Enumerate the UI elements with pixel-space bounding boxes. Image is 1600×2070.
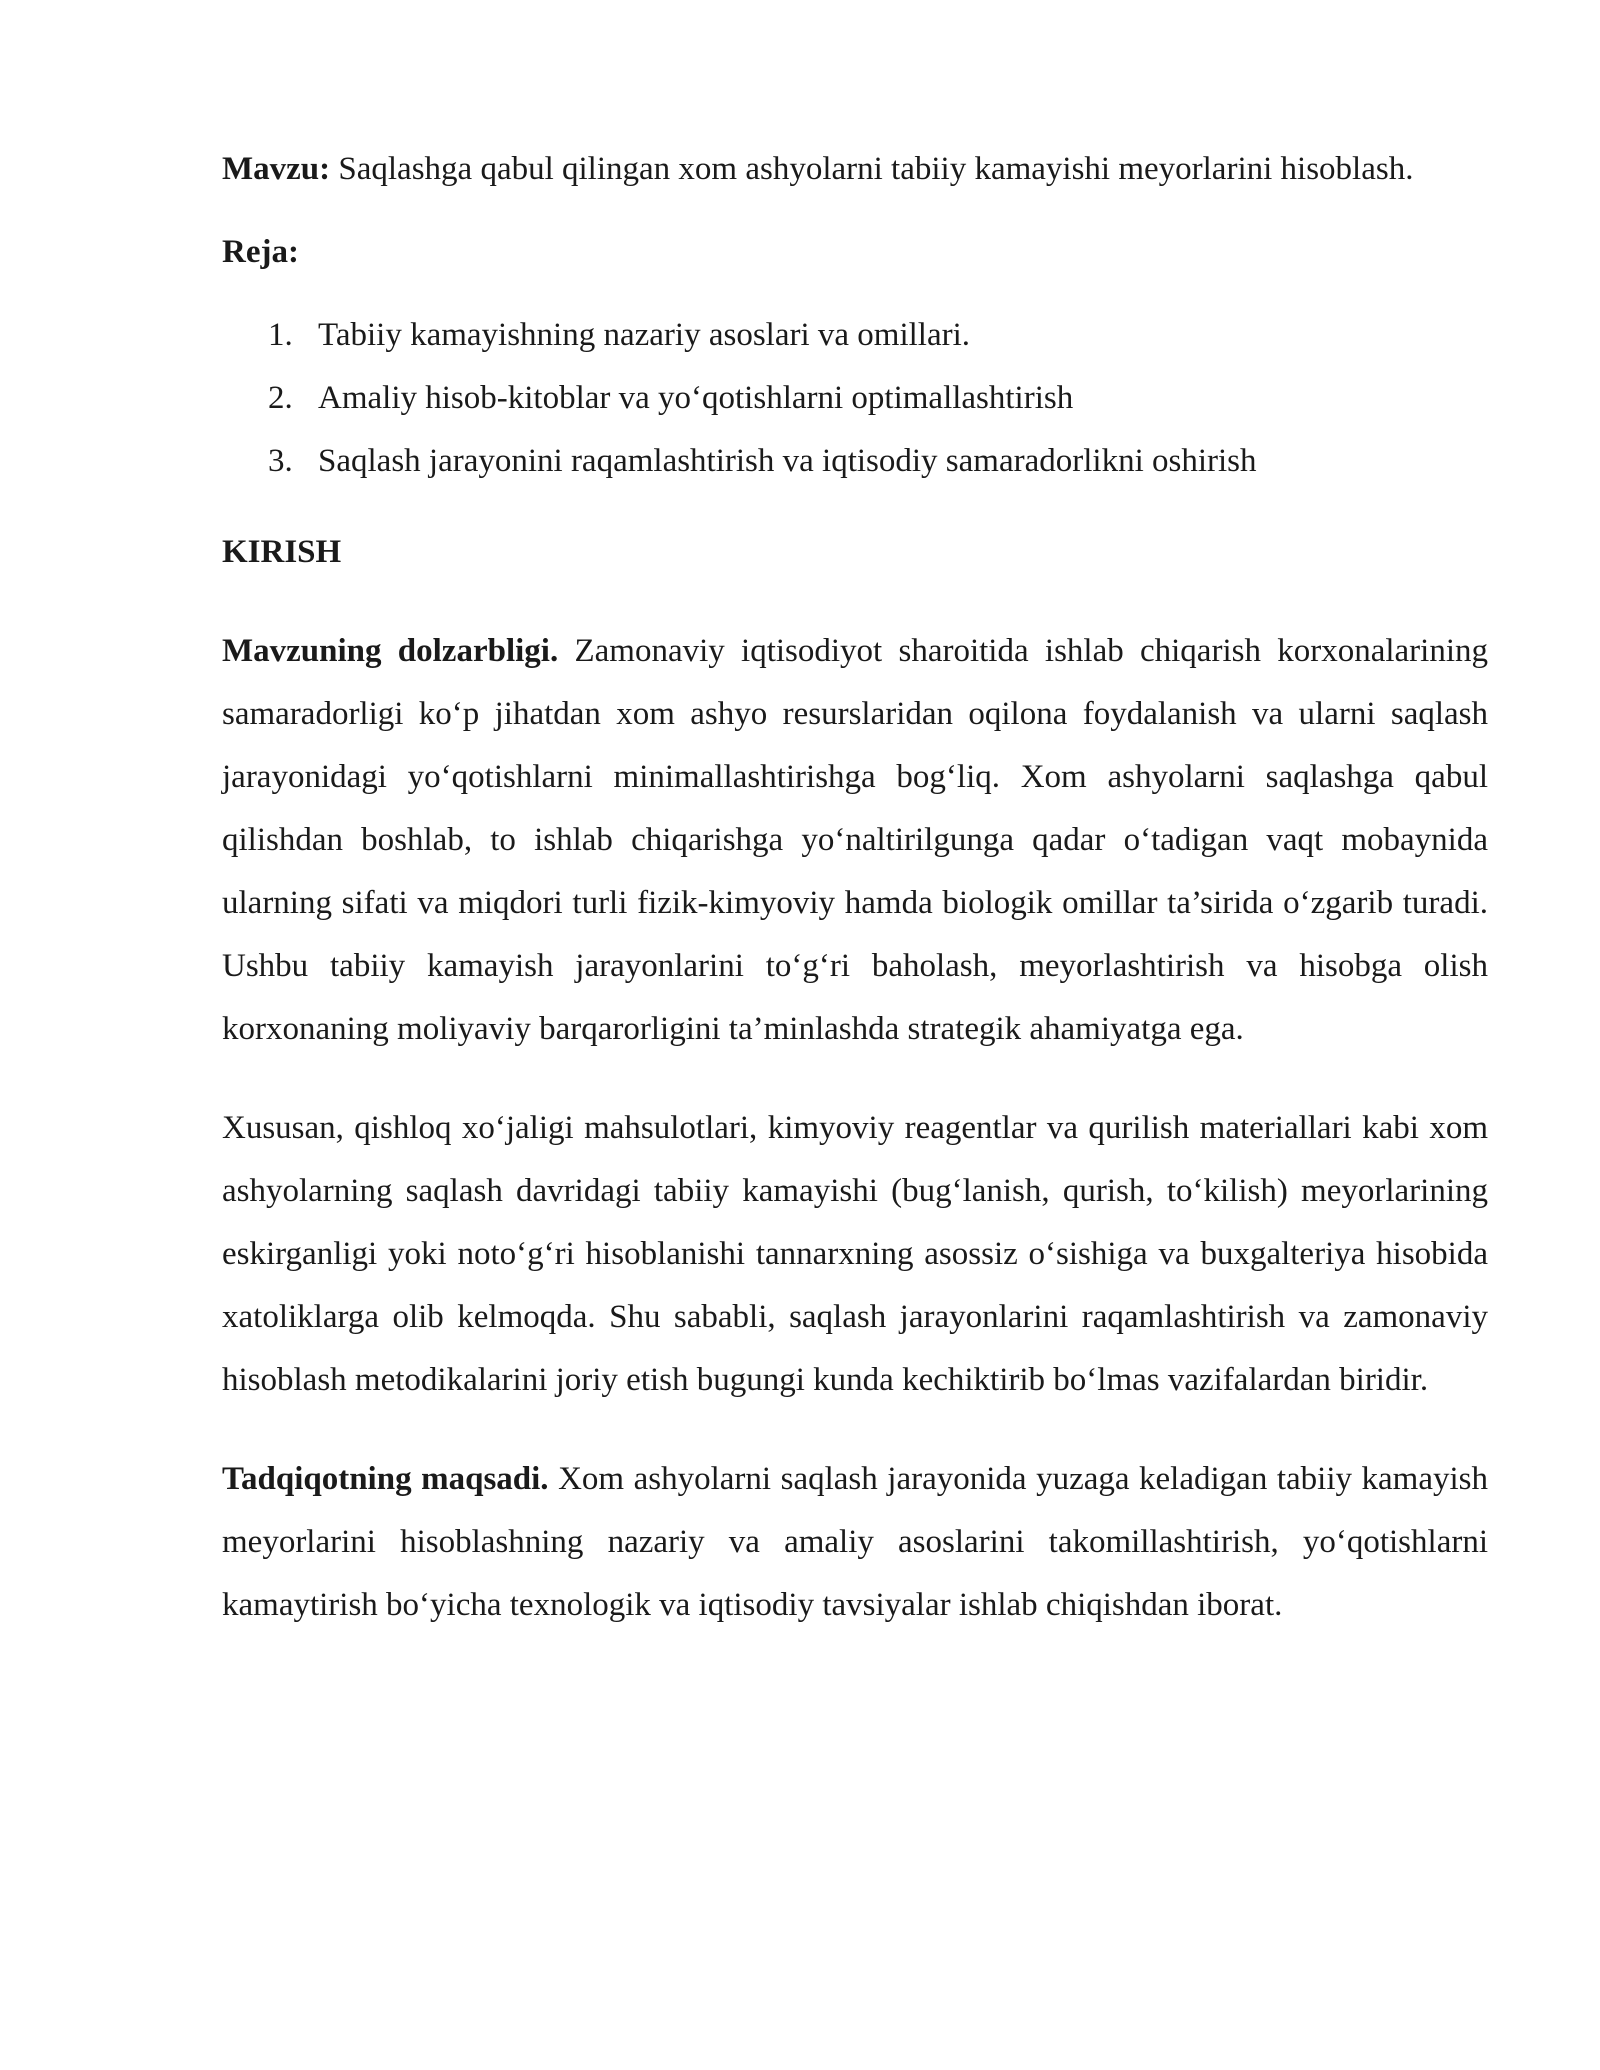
plan-item: [268, 304, 1488, 367]
context-paragraph: Xususan, qishloq xoʻjaligi mahsulotlari, kimyoviy reagentlar va qurilish materiallari kabi xom ashyolarning saqlash davridagi tabiiy kamayishi (bugʻlanish, qurish, toʻkilish) meyorlarining eskirganligi yoki notoʻgʻri hisoblanishi tannarxning asossiz oʻsishiga va buxgalteriya hisobida xatoliklarga olib kelmoqda. Shu sababli, saqlash jarayonlarini raqamlashtirish va zamonaviy hisoblash metodikalarini joriy etish bugungi kunda kechiktirib boʻlmas vazifalardan biridir.: [222, 1110, 1488, 1398]
topic-paragraph: [222, 138, 1488, 201]
intro-heading: KIRISH: [222, 534, 342, 570]
plan-item-text: Amaliy hisob-kitoblar va yoʻqotishlarni optimallashtirish: [318, 380, 1074, 416]
plan-item-text: Saqlash jarayonini raqamlashtirish va iqtisodiy samaradorlikni oshirish: [318, 443, 1257, 479]
relevance-label: Mavzuning dolzarbligi.: [222, 633, 559, 669]
plan-item: [268, 367, 1488, 430]
topic-text: Saqlashga qabul qilingan xom ashyolarni tabiiy kamayishi meyorlarini hisoblash.: [330, 151, 1414, 187]
plan-item: [268, 430, 1488, 493]
plan-item-number: 2.: [268, 380, 293, 416]
topic-label: Mavzu:: [222, 151, 331, 187]
relevance-paragraph: [222, 620, 1488, 1061]
plan-item-text: Tabiiy kamayishning nazariy asoslari va omillari.: [318, 317, 971, 353]
document-page: [222, 138, 1488, 1637]
plan-heading: Reja:: [222, 234, 299, 270]
relevance-text: Zamonaviy iqtisodiyot sharoitida ishlab chiqarish korxonalarining samaradorligi koʻp jihatdan xom ashyo resurslaridan oqilona foydalanish va ularni saqlash jarayonidagi yoʻqotishlarni minimallashtirishga bogʻliq. Xom ashyolarni saqlashga qabul qilishdan boshlab, to ishlab chiqarishga yoʻnaltirilgunga qadar oʻtadigan vaqt mobaynida ularning sifati va miqdori turli fizik-kimyoviy hamda biologik omillar ta’sirida oʻzgarib turadi. Ushbu tabiiy kamayish jarayonlarini toʻgʻri baholash, meyorlashtirish va hisobga olish korxonaning moliyaviy barqarorligini ta’minlashda strategik ahamiyatga ega.: [222, 633, 1488, 1047]
plan-item-number: 1.: [268, 317, 293, 353]
plan-item-number: 3.: [268, 443, 293, 479]
plan-list: [222, 304, 1488, 493]
goal-label: Tadqiqotning maqsadi.: [222, 1461, 549, 1497]
goal-text: Xom ashyolarni saqlash jarayonida yuzaga keladigan tabiiy kamayish meyorlarini hisoblashning nazariy va amaliy asoslarini takomillashtirish, yoʻqotishlarni kamaytirish boʻyicha texnologik va iqtisodiy tavsiyalar ishlab chiqishdan iborat.: [222, 1461, 1488, 1623]
goal-paragraph: [222, 1448, 1488, 1637]
